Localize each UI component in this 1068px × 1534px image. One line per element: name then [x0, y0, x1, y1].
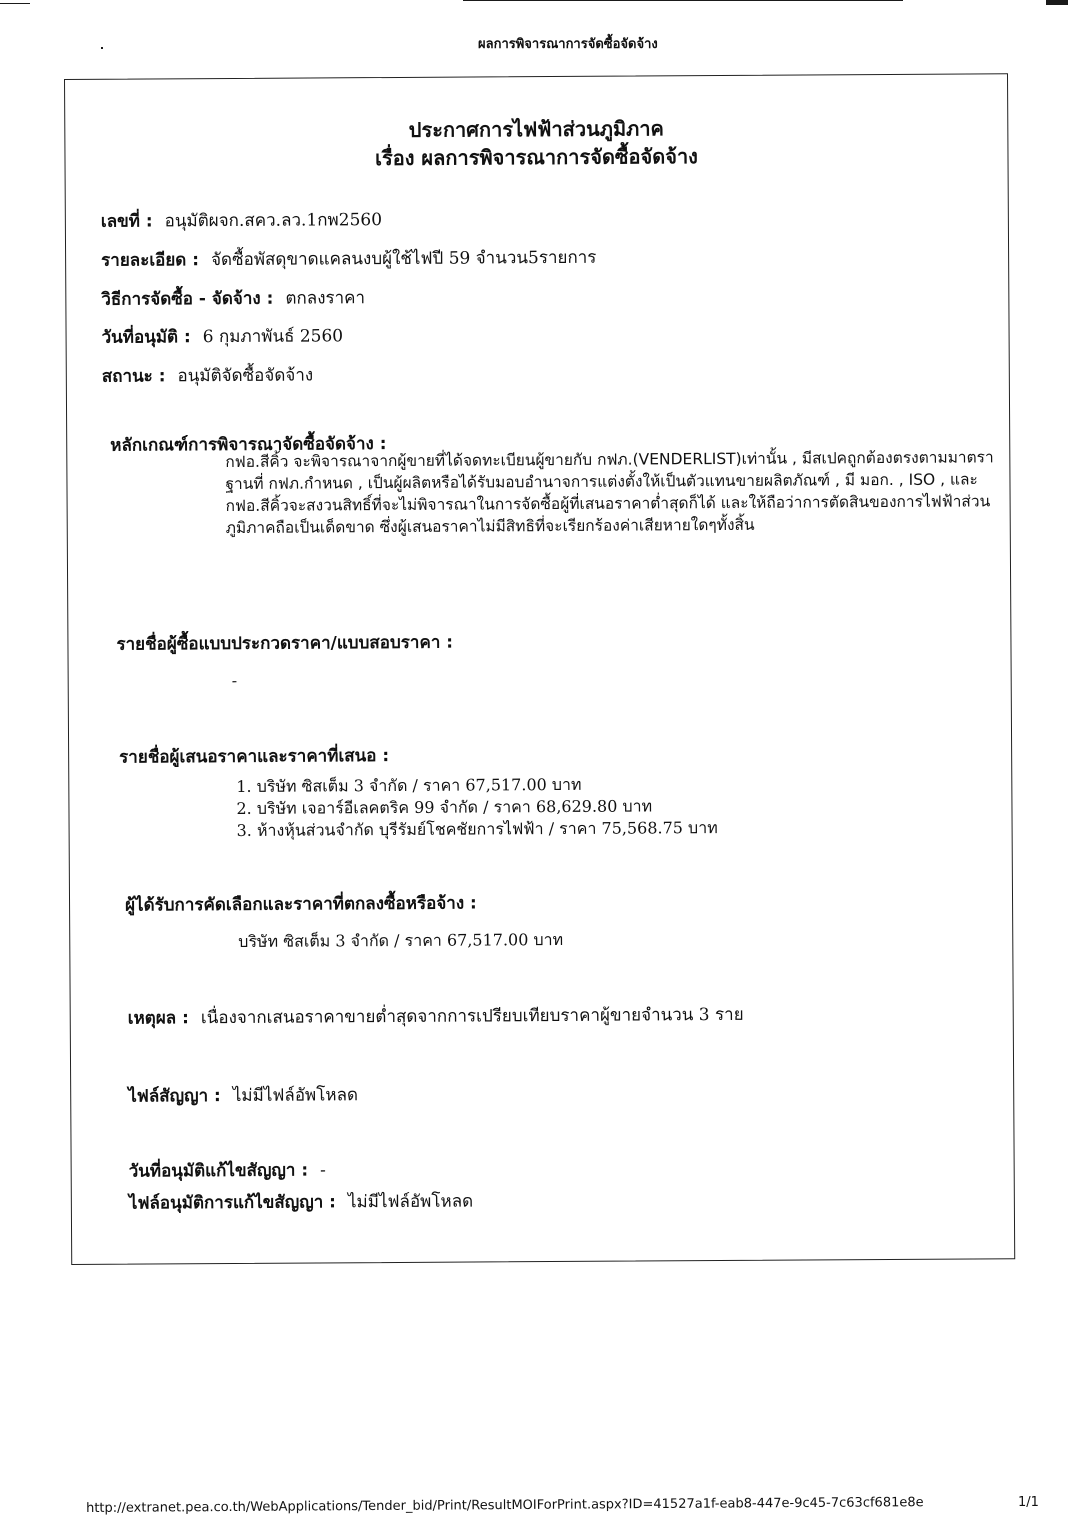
contract-file: [128, 1081, 358, 1109]
field-detail-value: จัดซื้อพัสดุขาดแคลนงบผู้ใช้ไฟปี 59 จำนวน5รายการ: [210, 247, 597, 271]
contract-file-value: ไม่มีไฟล์อัพโหลด: [232, 1085, 359, 1106]
amend-file-label: ไฟล์อนุมัติการแก้ไขสัญญา :: [128, 1192, 337, 1214]
doc-title-line2: เรื่อง ผลการพิจารณาการจัดซื้อจัดจ้าง: [374, 144, 698, 171]
offer-item: 1. บริษัท ซิสเต็ม 3 จำกัด / ราคา 67,517.00 บาท: [236, 774, 582, 796]
amend-file: [129, 1188, 473, 1217]
announcement-frame: [64, 73, 1015, 1265]
amend-date: [129, 1156, 326, 1184]
selected-label: ผู้ได้รับการคัดเลือกและราคาที่ตกลงซื้อหรือจ้าง :: [124, 893, 477, 916]
page-header: ผลการพิจารณาการจัดซื้อจัดจ้าง: [478, 37, 658, 52]
reason-value: เนื่องจากเสนอราคาขายต่ำสุดจากการเปรียบเทียบราคาผู้ขายจำนวน 3 ราย: [200, 1004, 744, 1029]
field-approve-date: [101, 322, 343, 350]
criteria-text: กฟอ.สีคิ้ว จะพิจารณาจากผู้ขายที่ได้จดทะเบียนผู้ขายกับ กฟภ.(VENDERLIST)เท่านั้น , มีสเปคถูกต้องตรงตามมาตราฐานที่ กฟภ.กำหนด , เป็นผู้ผลิตหรือได้รับมอบอำนาจการแต่งตั้งให้เป็นตัวแทนขายผลิตภัณฑ์ , มี มอก. , ISO , และกฟอ.สีคิ้วจะสงวนสิทธิ์ที่จะไม่พิจารณาในการจัดซื้อผู้ที่เสนอราคาต่ำสุดก็ได้ และให้ถือว่าการตัดสินของการไฟฟ้าส่วนภูมิภาคถือเป็นเด็ดขาด ซึ่งผู้เสนอราคาไม่มีสิทธิที่จะเรียกร้องค่าเสียหายใดๆทั้งสิ้น: [225, 448, 994, 538]
field-method-label: วิธีการจัดซื้อ - จัดจ้าง :: [101, 288, 274, 310]
doc-title-line1: ประกาศการไฟฟ้าส่วนภูมิภาค: [408, 116, 664, 142]
field-number-value: อนุมัติผจก.สคว.ลว.1กพ2560: [164, 210, 383, 232]
field-status-value: อนุมัติจัดซื้อจัดจ้าง: [177, 365, 314, 387]
footer-page-number: 1/1: [1018, 1495, 1039, 1510]
scan-dot: [101, 47, 103, 49]
offers-label: รายชื่อผู้เสนอราคาและราคาที่เสนอ :: [119, 746, 390, 768]
field-number: [101, 206, 382, 235]
field-method: [101, 284, 365, 313]
amend-file-value: ไม่มีไฟล์อัพโหลด: [347, 1191, 474, 1213]
scan-mark-top-right: [1046, 0, 1068, 5]
reason: [128, 1001, 744, 1032]
field-number-label: เลขที่ :: [100, 211, 153, 232]
field-detail: [101, 244, 596, 274]
offer-item: 2. บริษัท เจอาร์อีเลคตริค 99 จำกัด / ราคา 68,629.80 บาท: [236, 796, 653, 818]
field-detail-label: รายละเอียด :: [101, 250, 200, 271]
field-status: [102, 361, 313, 389]
field-method-value: ตกลงราคา: [285, 288, 366, 309]
amend-date-label: วันที่อนุมัติแก้ไขสัญญา :: [128, 1160, 309, 1182]
footer-url: http://extranet.pea.co.th/WebApplications/Tender_bid/Print/ResultMOIForPrint.aspx?ID=41527a1f-eab8-447e-9c45-7c63cf681e8e: [86, 1495, 924, 1516]
criteria-label: หลักเกณฑ์การพิจารณาจัดซื้อจัดจ้าง :: [110, 434, 387, 456]
field-approve-date-label: วันที่อนุมัติ :: [101, 327, 191, 348]
offer-item: 3. ห้างหุ้นส่วนจำกัด บุรีรัมย์โชคชัยการไฟฟ้า / ราคา 75,568.75 บาท: [236, 818, 718, 840]
field-approve-date-value: 6 กุมภาพันธ์ 2560: [202, 326, 344, 348]
reason-label: เหตุผล :: [127, 1008, 189, 1029]
bidders-list-label: รายชื่อผู้ซื้อแบบประกวดราคา/แบบสอบราคา :: [116, 632, 454, 655]
amend-date-value: -: [320, 1160, 326, 1181]
scan-line-top-left: [0, 3, 30, 4]
bidders-list-value: -: [231, 670, 238, 690]
scan-line-top-center: [463, 0, 903, 1]
contract-file-label: ไฟล์สัญญา :: [128, 1086, 221, 1107]
field-status-label: สถานะ :: [101, 366, 166, 387]
selected-value: บริษัท ซิสเต็ม 3 จำกัด / ราคา 67,517.00 บาท: [238, 929, 564, 951]
